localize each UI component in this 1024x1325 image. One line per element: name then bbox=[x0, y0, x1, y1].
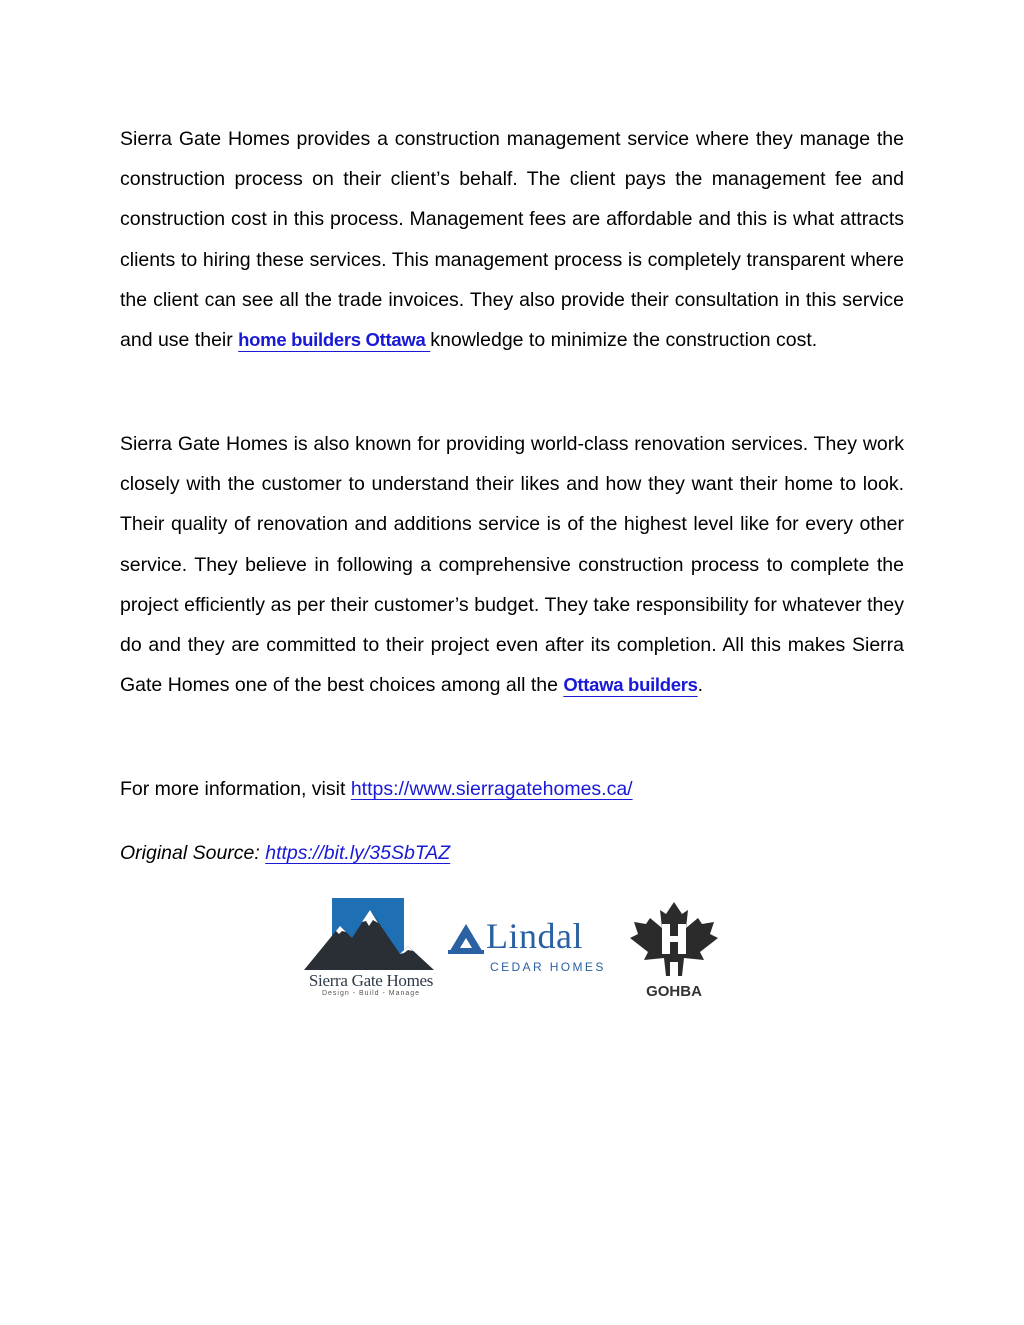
lindal-logo-name: Lindal bbox=[486, 916, 583, 956]
paragraph-more-info bbox=[120, 769, 904, 809]
maple-leaf-icon bbox=[626, 900, 722, 982]
gohba-logo bbox=[626, 900, 722, 1000]
paragraph-original-source bbox=[120, 833, 904, 873]
paragraph-text: Sierra Gate Homes is also known for providing world-class renovation services. They work closely with the customer to understand their likes and how they want their home to look. Their quality of renovation and additions service is of the highest level like for every other service. They believe in following a comprehensive construction process to complete the project efficiently as per their customer’s budget. They take responsibility for whatever they do and they are committed to their project even after its completion. All this makes Sierra Gate Homes one of the best choices among all the bbox=[120, 433, 904, 697]
sierra-gate-homes-logo bbox=[296, 896, 442, 1001]
original-source-label: Original Source: bbox=[120, 842, 266, 864]
paragraph-renovation bbox=[120, 424, 904, 705]
ottawa-builders-link[interactable]: Ottawa builders bbox=[563, 674, 698, 696]
paragraph-text: . bbox=[697, 674, 704, 697]
home-builders-ottawa-link[interactable]: home builders Ottawa bbox=[238, 329, 431, 351]
paragraph-construction-management bbox=[120, 119, 904, 360]
paragraph-text: knowledge to minimize the construction cost. bbox=[430, 329, 818, 352]
logo-row bbox=[296, 896, 726, 1006]
original-source-link[interactable]: https://bit.ly/35SbTAZ bbox=[265, 842, 451, 864]
sierra-logo-name: Sierra Gate Homes bbox=[308, 971, 434, 990]
website-link[interactable]: https://www.sierragatehomes.ca/ bbox=[350, 778, 633, 800]
lindal-triangle-icon bbox=[446, 920, 486, 960]
more-info-label: For more information, visit bbox=[120, 778, 351, 800]
mountain-icon bbox=[296, 896, 442, 972]
gohba-logo-name: GOHBA bbox=[646, 983, 702, 1000]
lindal-logo-subtitle: CEDAR HOMES bbox=[490, 960, 606, 974]
sierra-logo-tagline: Design - Build - Manage bbox=[321, 990, 421, 997]
paragraph-text: Sierra Gate Homes provides a construction management service where they manage the construction process on their client’s behalf. The client pays the management fee and construction cost in this process. Management fees are affordable and this is what attracts clients to hiring these services. This management process is completely transparent where the client can see all the trade invoices. They also provide their consultation in this service and use their bbox=[120, 128, 904, 352]
lindal-cedar-homes-logo bbox=[446, 914, 608, 978]
